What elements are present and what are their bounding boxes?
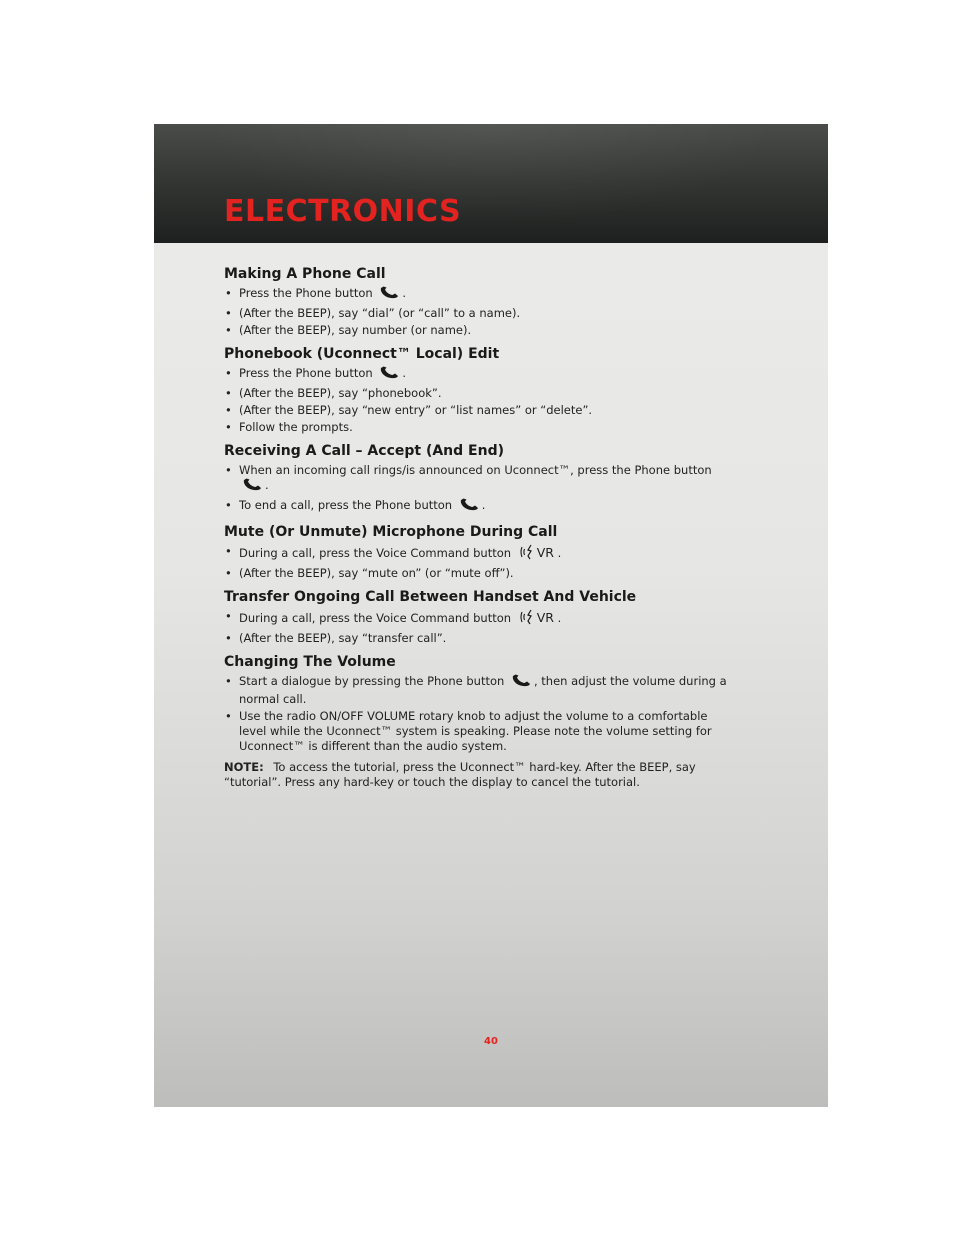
phone-icon xyxy=(378,286,400,304)
tutorial-note xyxy=(224,760,734,790)
page-number: 40 xyxy=(484,1036,498,1047)
bullet-list xyxy=(224,366,734,435)
section-phonebook-edit xyxy=(224,344,734,435)
list-item: • Start a dialogue by pressing the Phone button , then adjust the volume during a normal call. xyxy=(224,674,734,707)
section-transfer-call xyxy=(224,587,734,646)
list-item: • To end a call, press the Phone button . xyxy=(224,498,734,516)
section-heading: Receiving A Call – Accept (And End) xyxy=(224,443,504,459)
list-item: • Use the radio ON/OFF VOLUME rotary knob to adjust the volume to a comfortable level while the Uconnect™ system is speaking. Please note the volume setting for Uconnect™ is different than the audio system. xyxy=(224,709,734,754)
section-heading: Phonebook (Uconnect™ Local) Edit xyxy=(224,346,500,362)
section-heading: Changing The Volume xyxy=(224,654,396,670)
bullet-list xyxy=(224,544,734,581)
list-item: • Press the Phone button . xyxy=(224,286,734,304)
section-heading: Mute (Or Unmute) Microphone During Call xyxy=(224,524,558,540)
voice-command-icon xyxy=(519,609,535,629)
section-heading: Making A Phone Call xyxy=(224,266,386,282)
list-item: • Press the Phone button . xyxy=(224,366,734,384)
section-receiving-a-call xyxy=(224,441,734,516)
list-item: • (After the BEEP), say “transfer call”. xyxy=(224,631,734,646)
voice-command-icon xyxy=(519,544,535,564)
section-making-a-phone-call xyxy=(224,264,734,338)
list-item: • During a call, press the Voice Command button VR . xyxy=(224,544,734,564)
page-header xyxy=(154,124,828,243)
page-content xyxy=(224,264,734,790)
bullet-list xyxy=(224,286,734,338)
phone-icon xyxy=(510,674,532,692)
phone-icon xyxy=(241,478,263,496)
section-changing-volume xyxy=(224,652,734,754)
note-label: NOTE: xyxy=(224,760,264,774)
phone-icon xyxy=(458,498,480,516)
section-mute-microphone xyxy=(224,522,734,581)
list-item: • Follow the prompts. xyxy=(224,420,734,435)
bullet-list xyxy=(224,463,734,516)
list-item: • (After the BEEP), say “dial” (or “call” to a name). xyxy=(224,306,734,321)
list-item: • (After the BEEP), say “mute on” (or “mute off”). xyxy=(224,566,734,581)
list-item: • (After the BEEP), say number (or name). xyxy=(224,323,734,338)
section-heading: Transfer Ongoing Call Between Handset And Vehicle xyxy=(224,589,637,605)
manual-page xyxy=(154,124,828,1107)
bullet-list xyxy=(224,609,734,646)
note-text: To access the tutorial, press the Uconnect™ hard-key. After the BEEP, say “tutorial”. Press any hard-key or touch the display to cancel the tutorial. xyxy=(224,760,696,789)
list-item: • (After the BEEP), say “new entry” or “list names” or “delete”. xyxy=(224,403,734,418)
list-item: • (After the BEEP), say “phonebook”. xyxy=(224,386,734,401)
list-item: • When an incoming call rings/is announced on Uconnect™, press the Phone button . xyxy=(224,463,734,496)
page-title: ELECTRONICS xyxy=(224,194,462,229)
list-item: • During a call, press the Voice Command button VR . xyxy=(224,609,734,629)
phone-icon xyxy=(378,366,400,384)
bullet-list xyxy=(224,674,734,754)
